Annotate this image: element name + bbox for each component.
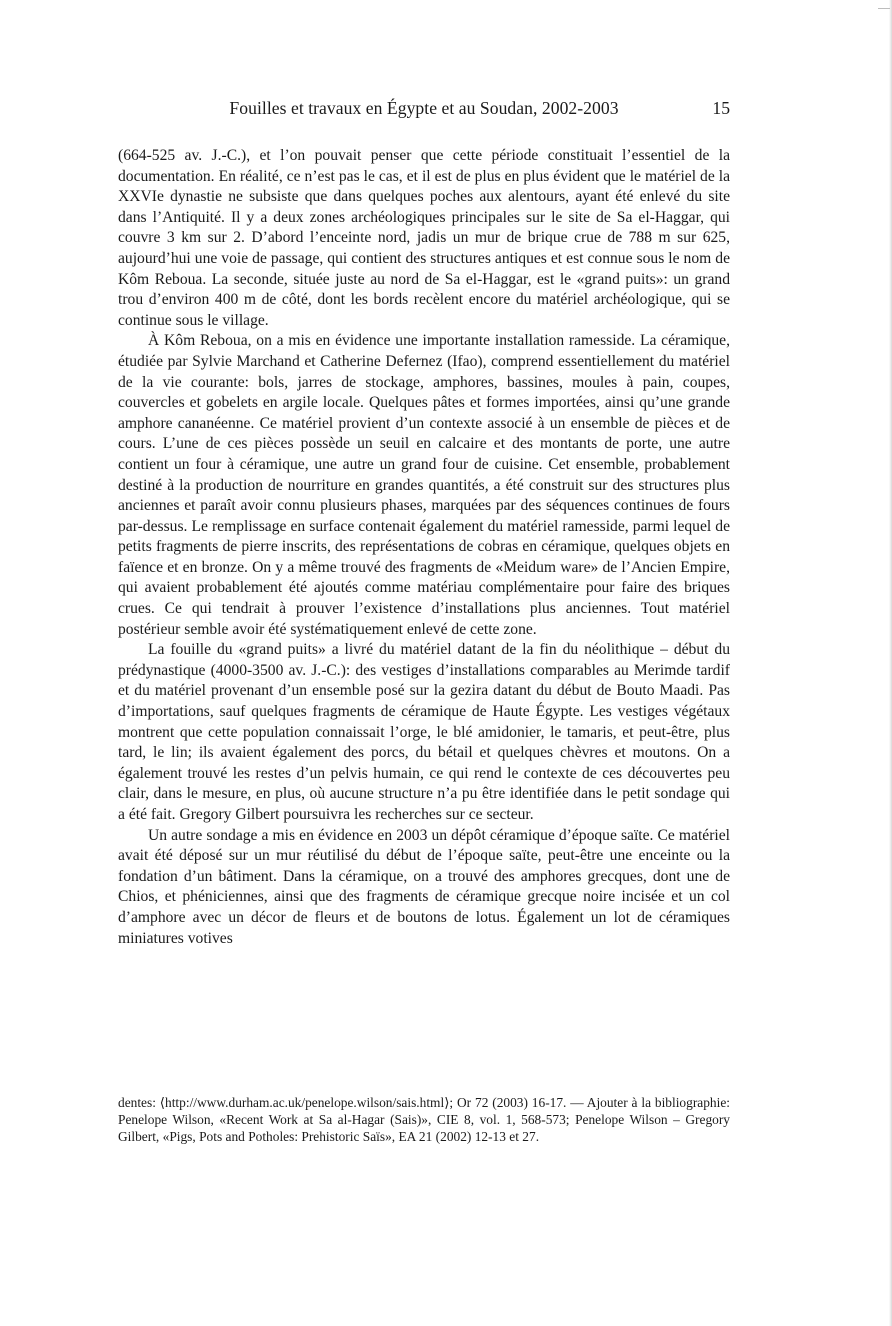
paragraph-3: La fouille du «grand puits» a livré du matériel datant de la fin du néolithique – début du prédynastique (4000-3500 av. J.-C.): des vestiges d’installations comparables au Merimde tardif et du matériel provenant d’un ensemble posé sur la gezira datant du début de Bouto Maadi. Pas d’importations, sauf quelques fragments de céramique de Haute Égypte. Les vestiges végétaux montrent que cette population connaissait l’orge, le blé amidonier, le tamaris, et peut-être, plus tard, le lin; ils avaient également des porcs, du bétail et quelques chèvres et moutons. On a également trouvé les restes d’un pelvis humain, ce qui rend le contexte de ces découvertes peu clair, dans le mesure, en plus, où aucune structure n’a pu être identifiée dans le petit sondage qui a été fait. Gregory Gilbert poursuivra les recherches sur ce secteur. — [118, 641, 730, 823]
paragraph-2: À Kôm Reboua, on a mis en évidence une importante installation ramesside. La céramique, étudiée par Sylvie Marchand et Catherine Defernez (Ifao), comprend essentiellement du matériel de la vie courante: bols, jarres de stockage, amphores, bassines, moules à pain, coupes, couvercles et gobelets en argile locale. Quelques pâtes et formes importées, ainsi qu’une grande amphore cananéenne. Ce matériel provient d’un contexte associé à un ensemble de pièces et de cours. L’une de ces pièces possède un seuil en calcaire et des montants de porte, une autre contient un four à céramique, une autre un grand four de cuisine. Cet ensemble, probablement destiné à la production de nourriture en grandes quantités, a été construit sur des structures plus anciennes et paraît avoir connu plusieurs phases, marquées par des séquences continues de fours par-dessus. Le remplissage en surface contenait également du matériel ramesside, parmi lequel de petits fragments de pierre inscrits, des représentations de cobras en céramique, quelques objets en faïence et en bronze. On y a même trouvé des fragments de «Meidum ware» de l’Ancien Empire, qui avaient probablement été ajoutés comme matériau complémentaire pour faire des briques crues. Ce qui tendrait à prouver l’existence d’installations plus anciennes. Tout matériel postérieur semble avoir été systématiquement enlevé de cette zone. — [118, 332, 730, 638]
footnote — [118, 1094, 730, 1145]
paragraph-4: Un autre sondage a mis en évidence en 2003 un dépôt céramique d’époque saïte. Ce matériel avait été déposé sur un mur réutilisé du début de l’époque saïte, peut-être une enceinte ou la fondation d’un bâtiment. Dans la céramique, on a trouvé des amphores grecques, dont une de Chios, et phéniciennes, ainsi que des fragments de céramique grecque noire incisée et un col d’amphore avec un décor de fleurs et de boutons de lotus. Également un lot de céramiques miniatures votives — [118, 826, 730, 947]
paragraph-1: (664-525 av. J.-C.), et l’on pouvait penser que cette période constituait l’essentiel de la documentation. En réalité, ce n’est pas le cas, et il est de plus en plus évident que le matériel de la XXVIe dynastie ne subsiste que dans quelques poches aux alentours, ayant été enlevé du site dans l’Antiquité. Il y a deux zones archéologiques principales sur le site de Sa el-Haggar, qui couvre 3 km sur 2. D’abord l’enceinte nord, jadis un mur de brique crue de 788 m sur 625, aujourd’hui une voie de passage, qui contient des structures antiques et est connue sous le nom de Kôm Reboua. La seconde, située juste au nord de Sa el-Haggar, est le «grand puits»: un grand trou d’environ 400 m de côté, dont les bords recèlent encore du matériel archéologique, qui se continue sous le village. — [118, 147, 730, 329]
footnote-text: dentes: ⟨http://www.durham.ac.uk/penelope.wilson/sais.html⟩; Or 72 (2003) 16-17. — Ajouter à la bibliographie: Penelope Wilson, «Recent Work at Sa al-Hagar (Sais)», CIE 8, vol. 1, 568-573; Penelope Wilson – Gregory Gilbert, «Pigs, Pots and Potholes: Prehistoric Saïs», EA 21 (2002) 12-13 et 27. — [118, 1095, 730, 1144]
page-corner-mark — [878, 8, 890, 9]
running-title: Fouilles et travaux en Égypte et au Soudan, 2002-2003 — [229, 98, 619, 118]
main-text — [118, 146, 730, 949]
page-number: 15 — [712, 98, 730, 118]
running-head — [118, 96, 730, 120]
